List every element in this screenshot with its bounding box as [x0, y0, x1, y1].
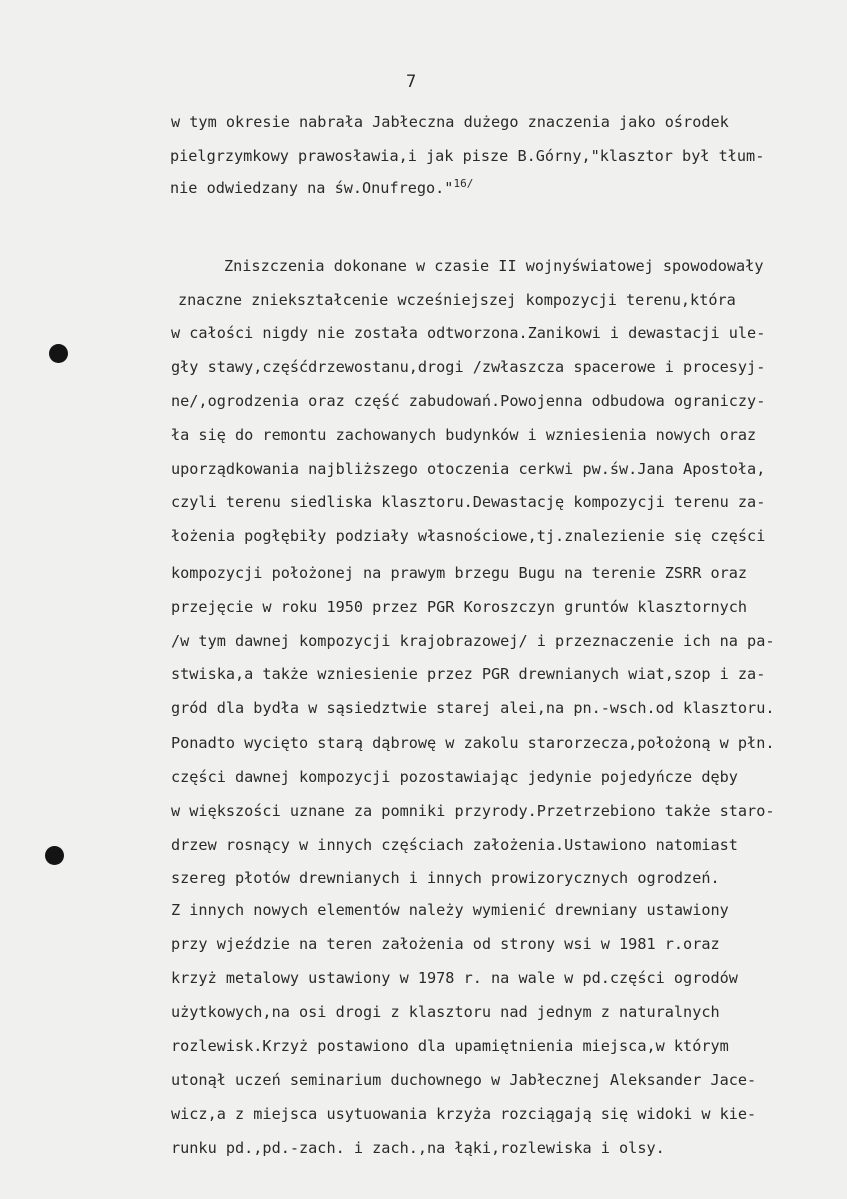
text-line: krzyż metalowy ustawiony w 1978 r. na wale w pd.części ogrodów: [171, 969, 738, 987]
text-line: przy wjeździe na teren założenia od strony wsi w 1981 r.oraz: [171, 935, 720, 953]
text-line: runku pd.,pd.-zach. i zach.,na łąki,rozlewiska i olsy.: [171, 1139, 665, 1157]
text-line: szereg płotów drewnianych i innych prowizorycznych ogrodzeń.: [171, 869, 720, 887]
text-line: w większości uznane za pomniki przyrody.Przetrzebiono także staro-: [171, 802, 775, 820]
footnote-reference: 16/: [453, 177, 474, 190]
text-line: czyli terenu siedliska klasztoru.Dewastację kompozycji terenu za-: [171, 493, 766, 511]
text-line: w całości nigdy nie została odtworzona.Zanikowi i dewastacji ule-: [171, 324, 766, 342]
text-line: gród dla bydła w sąsiedztwie starej alei,na pn.-wsch.od klasztoru.: [171, 699, 775, 717]
text-line: utonął uczeń seminarium duchownego w Jabłecznej Aleksander Jace-: [171, 1071, 757, 1089]
text-line: /w tym dawnej kompozycji krajobrazowej/ i przeznaczenie ich na pa-: [171, 632, 775, 650]
text-line: kompozycji położonej na prawym brzegu Bugu na terenie ZSRR oraz: [171, 564, 748, 582]
text-line: Z innych nowych elementów należy wymienić drewniany ustawiony: [171, 901, 729, 919]
page-number: 7: [406, 72, 417, 92]
text-line: użytkowych,na osi drogi z klasztoru nad jednym z naturalnych: [171, 1003, 720, 1021]
text-line-body: nie odwiedzany na św.Onufrego.": [170, 179, 454, 197]
punch-hole-top: [49, 344, 68, 363]
text-line: przejęcie w roku 1950 przez PGR Koroszczyn gruntów klasztornych: [171, 598, 748, 616]
text-line: drzew rosnący w innych częściach założenia.Ustawiono natomiast: [171, 836, 738, 854]
text-line: w tym okresie nabrała Jabłeczna dużego znaczenia jako ośrodek: [171, 113, 729, 131]
text-line: wicz,a z miejsca usytuowania krzyża rozciągają się widoki w kie-: [171, 1105, 757, 1123]
punch-hole-bottom: [45, 846, 64, 865]
text-line: rozlewisk.Krzyż postawiono dla upamiętnienia miejsca,w którym: [171, 1037, 729, 1055]
text-line: uporządkowania najbliższego otoczenia cerkwi pw.św.Jana Apostoła,: [171, 460, 766, 478]
text-line: ła się do remontu zachowanych budynków i wzniesienia nowych oraz: [171, 426, 757, 444]
text-line: Zniszczenia dokonane w czasie II wojnyświatowej spowodowały: [224, 257, 764, 275]
text-line: znaczne zniekształcenie wcześniejszej kompozycji terenu,która: [178, 291, 736, 309]
text-line: pielgrzymkowy prawosławia,i jak pisze B.Górny,"klasztor był tłum-: [170, 147, 765, 165]
text-line: ne/,ogrodzenia oraz część zabudowań.Powojenna odbudowa ograniczy-: [171, 392, 766, 410]
text-line: łożenia pogłębiły podziały własnościowe,tj.znalezienie się części: [171, 527, 766, 545]
text-line: [170, 178, 473, 198]
text-line: gły stawy,częśćdrzewostanu,drogi /zwłaszcza spacerowe i procesyj-: [171, 358, 766, 376]
text-line: części dawnej kompozycji pozostawiając jedynie pojedyńcze dęby: [171, 768, 738, 786]
text-line: stwiska,a także wzniesienie przez PGR drewnianych wiat,szop i za-: [171, 665, 766, 683]
text-line: Ponadto wycięto starą dąbrowę w zakolu starorzecza,położoną w płn.: [171, 734, 775, 752]
